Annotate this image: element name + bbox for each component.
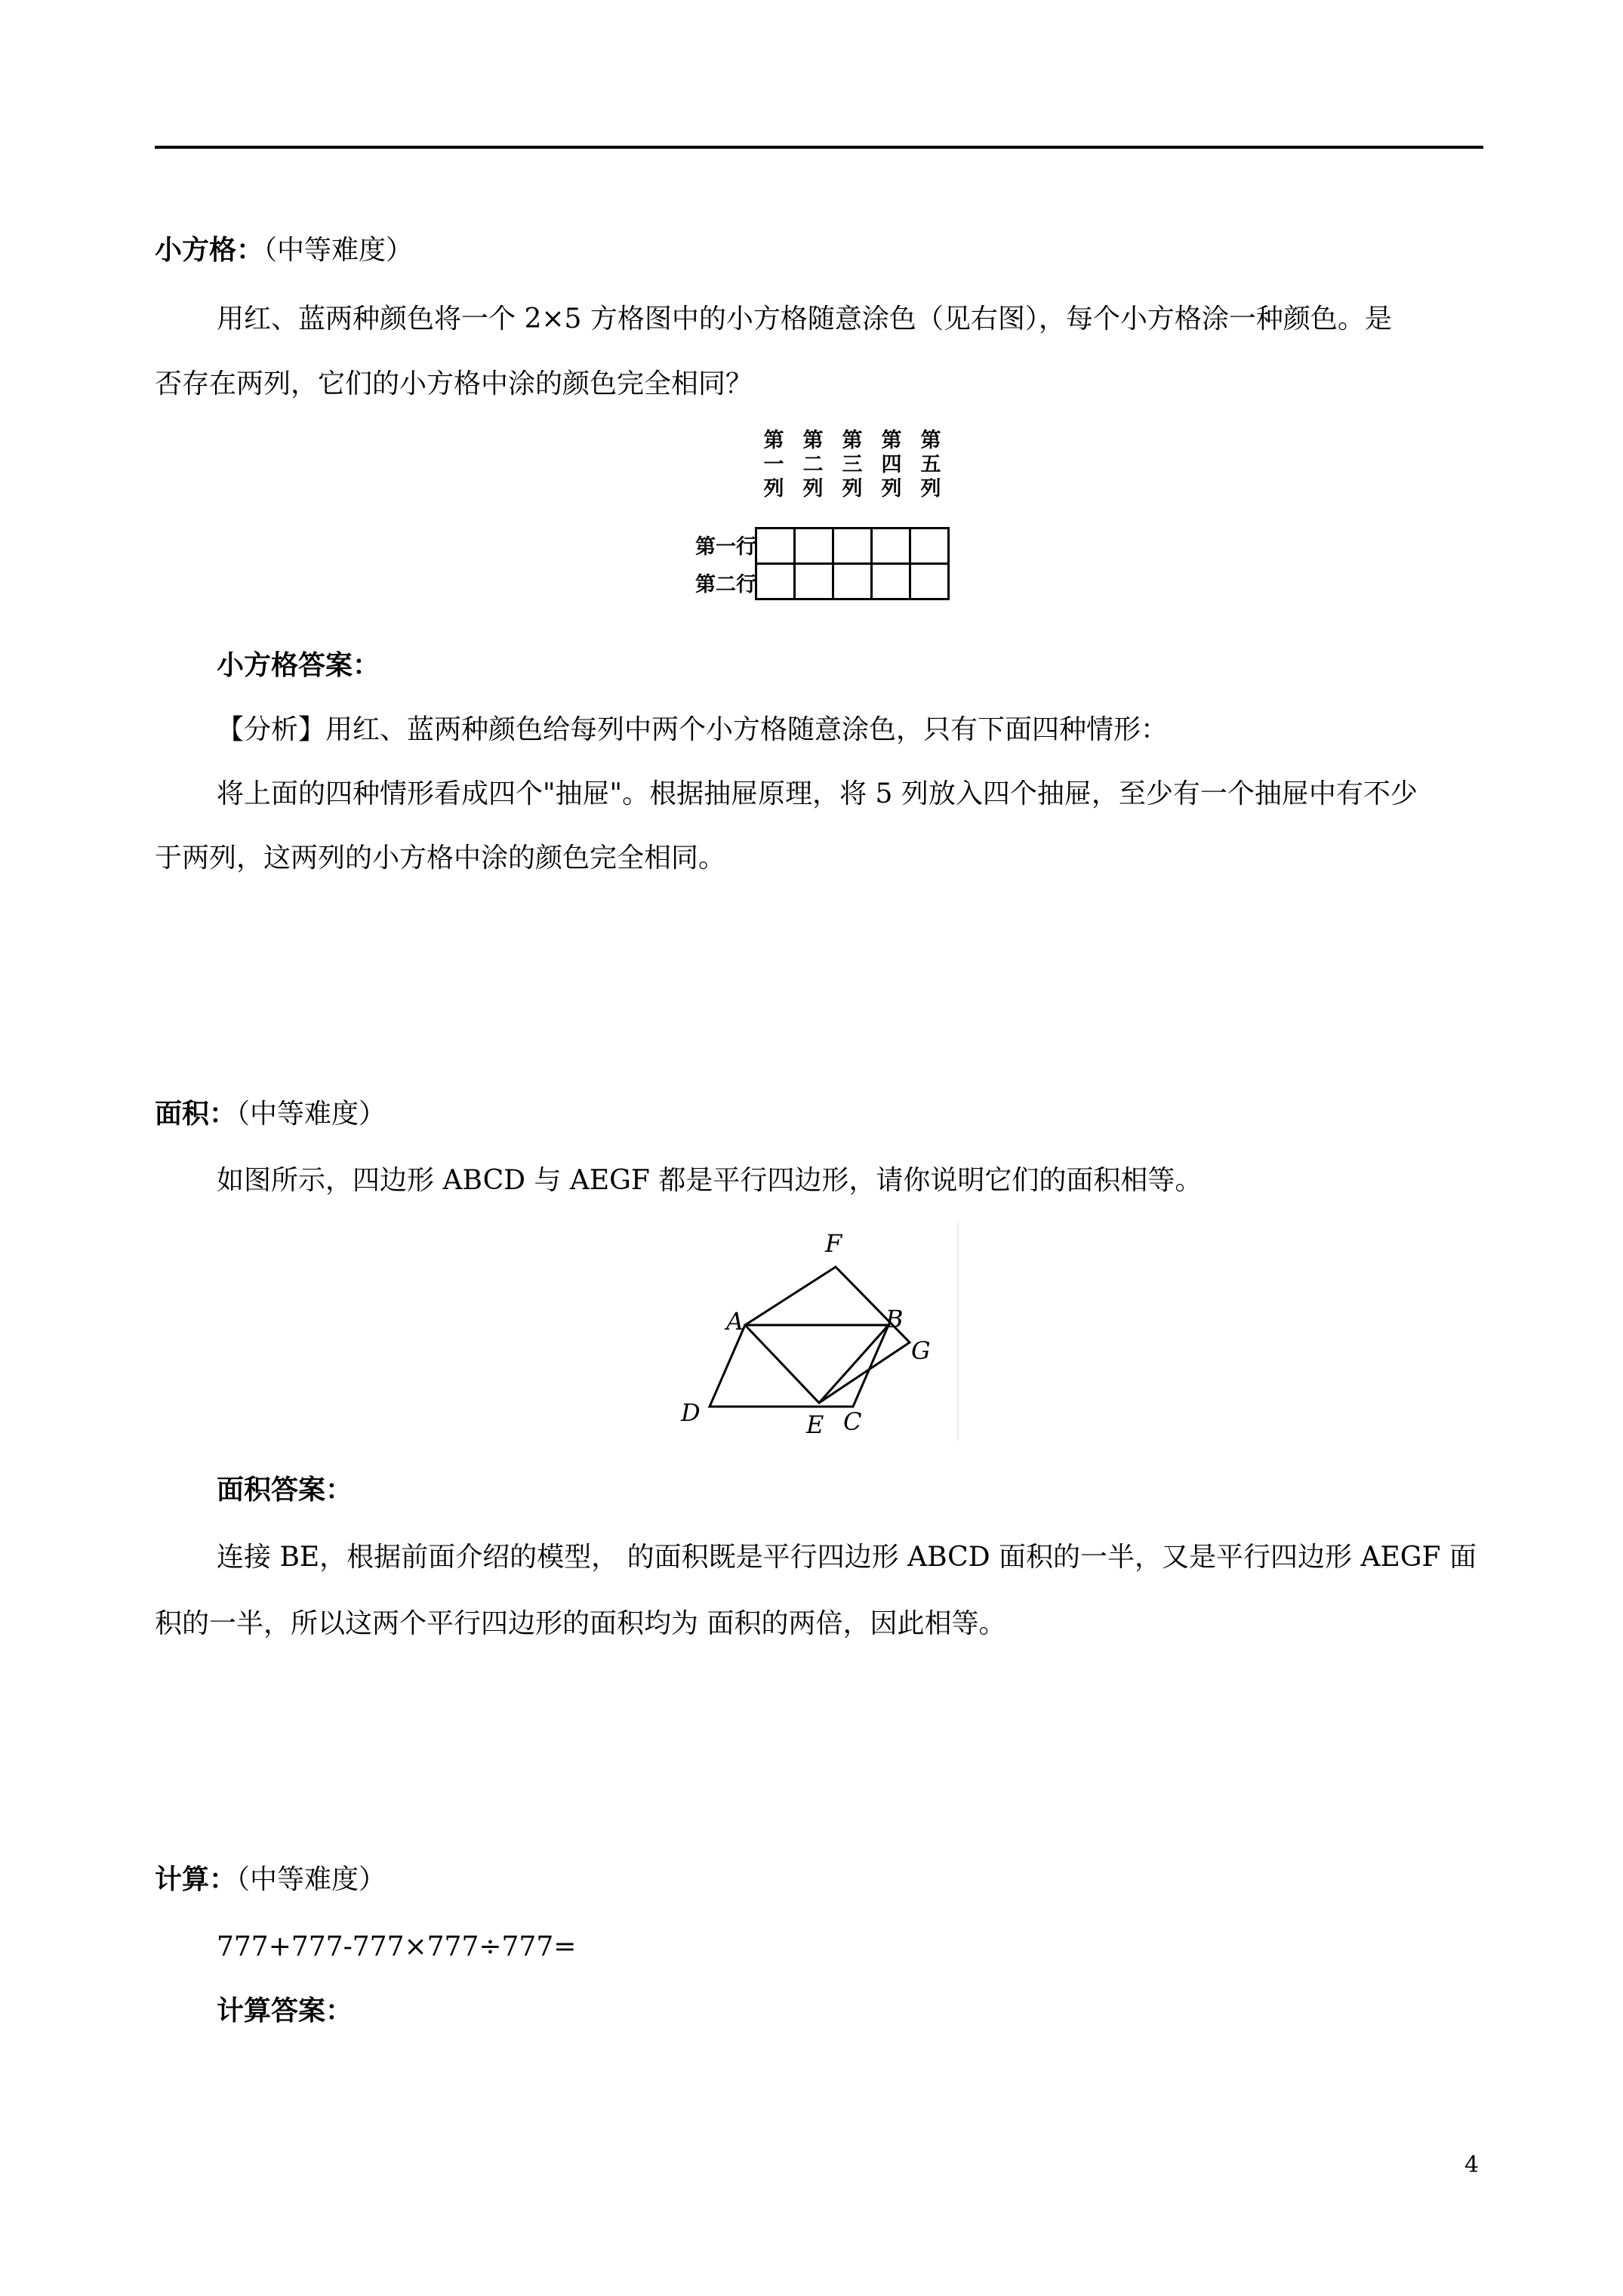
label-d: D [681, 1398, 701, 1427]
section-title-grid [155, 233, 413, 269]
section-heading: 面积： [155, 1099, 237, 1130]
column-label-4: 第 四 列 [881, 429, 902, 501]
grid-cell [756, 529, 795, 564]
column-label-2: 第 二 列 [802, 429, 824, 501]
parallelogram-diagram [664, 1222, 959, 1441]
page-number: 4 [1464, 2152, 1480, 2178]
parallelogram-figure [664, 1222, 959, 1441]
column-label-3: 第 三 列 [842, 429, 863, 501]
grid-cell [795, 529, 833, 564]
row-label-2: 第二行 [695, 573, 756, 596]
answer-title-grid: 小方格答案： [217, 650, 380, 681]
grid-row [756, 564, 949, 599]
question-line-2: 否存在两列，它们的小方格中涂的颜色完全相同？ [155, 368, 753, 399]
section-heading: 计算： [155, 1864, 237, 1895]
difficulty-label: （中等难度） [263, 235, 414, 266]
answer-line-area-1: 连接 BE，根据前面介绍的模型， 的面积既是平行四边形 ABCD 面积的一半，又是平行四边形 AEGF 面 [217, 1542, 1477, 1573]
grid-cell [756, 564, 795, 599]
label-e: E [806, 1410, 824, 1439]
section-heading: 小方格： [155, 235, 264, 266]
row-label-1: 第一行 [695, 535, 756, 559]
answer-title-calc: 计算答案： [217, 1996, 353, 2026]
answer-title-area: 面积答案： [217, 1475, 353, 1505]
calc-expression: 777+777-777×777÷777= [217, 1931, 577, 1962]
grid-cell [910, 564, 949, 599]
label-g: G [911, 1336, 931, 1365]
question-line-1: 用红、蓝两种颜色将一个 2×5 方格图中的小方格随意涂色（见右图），每个小方格涂一种颜色。是 [217, 304, 1392, 334]
answer-line-2: 将上面的四种情形看成四个"抽屉"。根据抽屉原理，将 5 列放入四个抽屉，至少有一个抽屉中有不少 [217, 778, 1418, 809]
grid-table [755, 527, 950, 600]
column-label-1: 第 一 列 [763, 429, 784, 501]
label-a: A [726, 1307, 744, 1336]
difficulty-label: （中等难度） [236, 1099, 387, 1130]
section-title-area [155, 1096, 386, 1133]
answer-line-area-2: 积的一半，所以这两个平行四边形的面积均为 面积的两倍，因此相等。 [155, 1608, 1006, 1639]
grid-cell [872, 529, 910, 564]
grid-cell [872, 564, 910, 599]
grid-cell [833, 564, 872, 599]
column-label-5: 第 五 列 [920, 429, 941, 501]
label-b: B [885, 1305, 904, 1333]
section-title-calc [155, 1862, 386, 1898]
grid-cell [795, 564, 833, 599]
label-f: F [825, 1229, 842, 1258]
answer-line-1: 【分析】用红、蓝两种颜色给每列中两个小方格随意涂色，只有下面四种情形： [217, 714, 1169, 745]
header-rule [155, 146, 1483, 149]
answer-line-3: 于两列，这两列的小方格中涂的颜色完全相同。 [155, 843, 726, 874]
grid-cell [833, 529, 872, 564]
grid-cell [910, 529, 949, 564]
parallelogram-abcd [710, 1325, 888, 1407]
grid-row [756, 529, 949, 564]
grid-figure [663, 424, 972, 617]
difficulty-label: （中等难度） [236, 1864, 387, 1895]
question-line-area: 如图所示，四边形 ABCD 与 AEGF 都是平行四边形，请你说明它们的面积相等。 [217, 1165, 1203, 1196]
label-c: C [843, 1407, 862, 1436]
